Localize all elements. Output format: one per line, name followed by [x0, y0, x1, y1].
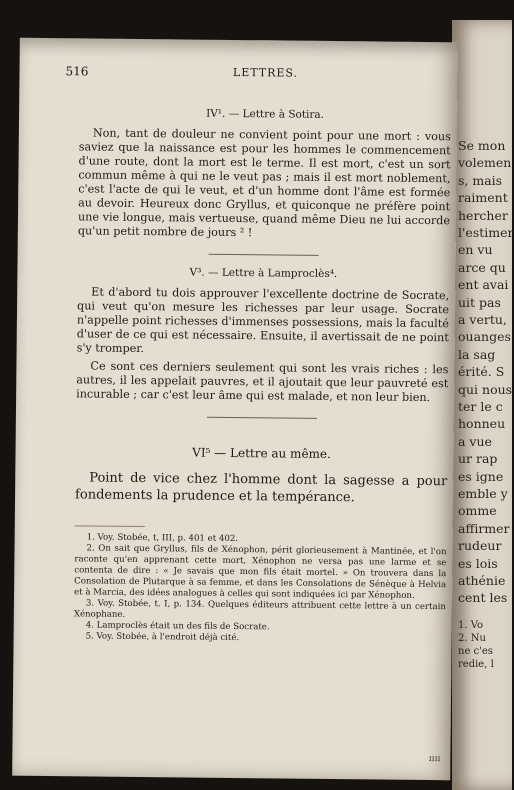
letter-paragraph: Non, tant de douleur ne convient point pour une mort : vous saviez que la naissance est pour les hommes le commencement d'une route, dont la mort est le terme. Il est mort, c'est un sort commun même à qui ne le veut pas ; mais il est mort noblement, c'est l'acte de qui le veut, et d'un homme dont l'âme est formée au devoir. Heureux donc Gryllus, et quiconque ne préfère point une vie longue, mais vertueuse, quand même Dieu ne lui accorde qu'un petit nombre de jours ² ! [77, 126, 451, 240]
running-title: LETTRES. [232, 65, 299, 80]
facing-page-line: arce qu [458, 259, 506, 275]
facing-page-line: 2. Nu [458, 633, 486, 644]
facing-page-line: honneu [458, 416, 506, 432]
facing-page-line: en vu [458, 242, 493, 258]
facing-page-line: volemen [458, 155, 512, 171]
facing-page-line: emble y [458, 486, 508, 501]
section-divider [207, 417, 317, 419]
facing-page-line: affirmer [458, 520, 510, 536]
footnote: 1. Voy. Stobée, t, III, p. 401 et 402. [86, 532, 239, 545]
facing-page-line: raiment [458, 190, 508, 206]
facing-page-line: a vue [458, 433, 492, 449]
letter-title: V³. — Lettre à Lamproclès⁴. [189, 266, 338, 281]
footnotes [74, 525, 447, 646]
letter-vi [75, 444, 448, 507]
signature-mark: ɪɪɪɪ [428, 754, 441, 765]
page-header [65, 64, 451, 88]
facing-page-line: la sag [458, 346, 496, 362]
page-content [65, 64, 452, 646]
letter-title: VI⁵ — Lettre au même. [192, 445, 331, 462]
facing-page-line: ter le c [458, 399, 503, 414]
facing-page-line: hercher [458, 207, 508, 223]
facing-page-line: rudeur [458, 538, 502, 554]
letter-iv [78, 106, 451, 242]
facing-page-line: l'estimer [458, 225, 514, 240]
facing-page-line: uit pas [458, 294, 501, 310]
letter-v [76, 265, 449, 405]
facing-page-line: es igne [458, 468, 504, 484]
facing-page-line: athénie [458, 573, 506, 588]
facing-page-line: cent les [458, 590, 508, 606]
footnote: 4. Lamproclès était un des fils de Socrate. [85, 620, 270, 633]
facing-page-line: 1. Vo [458, 620, 484, 631]
letter-title: IV¹. — Lettre à Sotira. [206, 107, 325, 121]
page-number: 516 [65, 64, 89, 79]
letter-paragraph: Point de vice chez l'homme dont la sagesse a pour fondements la prudence et la tempérance. [75, 470, 448, 505]
facing-page-line: ne c'es [458, 646, 493, 657]
footnote: 3. Voy. Stobée, t. I, p. 134. Quelques éditeurs attribuent cette lettre à un certain Xénophane. [73, 598, 446, 620]
footnote: 5. Voy. Stobée, à l'endroit déjà cité. [85, 631, 240, 644]
letter-paragraph: Ce sont ces derniers seulement qui sont les vrais riches : les autres, il les appelait pauvres, et il ajoutait que leur pauvreté est incurable ; car c'est leur âme qui est malade, et non leur bien. [76, 359, 449, 405]
facing-page-line: es lois [458, 555, 498, 571]
facing-page-line: s, mais [458, 172, 503, 188]
footnote-divider [75, 525, 145, 527]
facing-page-line: ouanges [458, 329, 511, 345]
facing-page-line: a vertu, [458, 312, 507, 327]
section-divider [209, 254, 319, 256]
facing-page-line: qui nous [458, 381, 513, 397]
footnote: 2. On sait que Gryllus, fils de Xénophon, périt glorieusement à Mantinée, et l'on raconte qu'en apprenant cette mort, Xénophon ne versa pas une larme et se contenta de dire : « Je savais que mon fils était mortel. » On trouvera dans la Consolation de Plutarque à sa femme, et dans les Consolations de Sénèque à Helvia et à Marcia, des idées analogues à celles qui sont indiquées ici par Xénophon. [74, 543, 447, 601]
facing-page [452, 20, 512, 790]
facing-page-line: ur rap [458, 451, 498, 467]
facing-page-line: ent avai [458, 277, 509, 293]
book-page [12, 38, 458, 781]
letter-paragraph: Et d'abord tu dois approuver l'excellente doctrine de Socrate, qui veut qu'on mesure les richesses par leur usage. Socrate n'appelle point richesses d'immenses possessions, mais la faculté d'user de ce qui est nécessaire. Ensuite, il avertissait de ne point s'y tromper. [76, 285, 450, 356]
facing-page-line: érité. S [458, 364, 505, 380]
facing-page-line: redie, l [458, 659, 494, 670]
facing-page-line: omme [458, 503, 497, 519]
facing-page-line: Se mon [458, 138, 506, 153]
